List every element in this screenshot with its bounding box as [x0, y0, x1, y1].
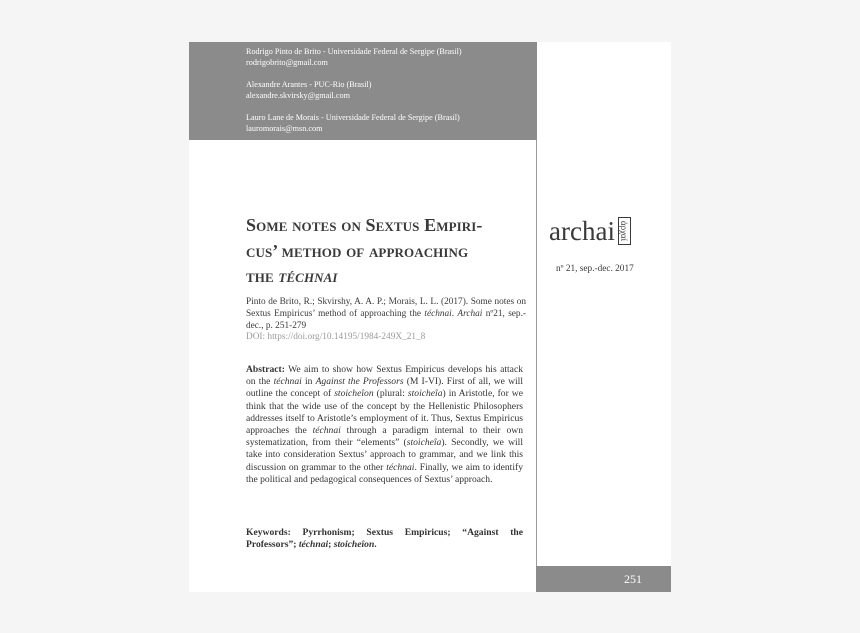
vertical-rule [536, 140, 537, 566]
keywords-text: ; [328, 539, 334, 551]
title-text: the [246, 266, 279, 286]
greek-logo-box [618, 217, 631, 245]
abstract-text: (M I-VI). First of all, we will outline the concept of [246, 376, 523, 400]
abstract-text: ). Secondly, we will take into consideration Sextus’ approach to grammar, and we link this discussion on grammar to the other [246, 437, 523, 473]
title-line: Some notes on Sextus Empiri- [246, 215, 483, 235]
author-entry [246, 112, 537, 134]
page-number-bar [536, 566, 671, 592]
abstract-italic: téchnai [386, 461, 415, 473]
title-line [246, 264, 526, 290]
abstract [246, 364, 523, 486]
page-number: 251 [624, 572, 642, 586]
citation-text: Pinto de Brito, R.; Skvirshy, A. A. P.; Morais, L. L. (2017). Some notes on Sextus Empiricus’ method of approaching the [246, 297, 526, 319]
title-line: cus’ method of approaching [246, 240, 469, 261]
abstract-text: (plural: [373, 388, 408, 400]
abstract-italic: stoicheîon [334, 388, 374, 400]
keywords-italic: stoicheîon [333, 539, 375, 551]
abstract-italic: stoicheîa [406, 437, 442, 449]
author-name: Lauro Lane de Morais - Universidade Federal de Sergipe (Brasil) [246, 113, 460, 122]
keywords-text: . [374, 539, 377, 551]
keywords [246, 527, 523, 551]
abstract-italic: Against the Professors [315, 376, 404, 388]
author-email: lauromorais@msn.com [246, 124, 323, 133]
abstract-text: through a paradigm internal to their own systematization, from their “elements” ( [246, 425, 523, 449]
abstract-italic: stoicheîa [407, 388, 443, 400]
author-email: alexandre.skvirsky@gmail.com [246, 91, 350, 100]
article-title [246, 213, 526, 290]
author-name: Alexandre Arantes - PUC-Rio (Brasil) [246, 80, 372, 89]
author-entry [246, 46, 537, 68]
journal-name: archai [549, 216, 615, 246]
abstract-text: . Finally, we aim to identify the political and pedagogical consequences of Sextus’ approach. [246, 461, 523, 485]
citation [246, 297, 526, 344]
journal-logo [549, 215, 631, 247]
keywords-label: Keywords: [246, 527, 291, 538]
abstract-italic: téchnai [273, 376, 302, 388]
title-italic: téchnai [278, 266, 338, 286]
citation-italic: téchnai [424, 308, 452, 319]
abstract-text: ) in Aristotle, for we think that the wide use of the concept by the Hellenistic Philosophers addresses itself to Aristotle’s employment of it. Thus, Sextus Empiricus approaches the [246, 388, 523, 437]
citation-text: . [451, 308, 458, 319]
authors-box [189, 42, 537, 140]
abstract-italic: téchnai [312, 425, 341, 437]
abstract-label: Abstract: [246, 364, 285, 375]
keywords-text: Pyrrhonism; Sextus Empiricus; “Against the Professors”; [246, 527, 523, 551]
greek-logo-text: ἀρχαί [619, 220, 630, 242]
author-entry [246, 79, 537, 101]
issue-info: nº 21, sep.-dec. 2017 [556, 264, 634, 274]
abstract-text: We aim to show how Sextus Empiricus develops his attack on the [246, 364, 523, 388]
abstract-text: in [301, 376, 316, 388]
citation-journal: Archai [457, 308, 483, 319]
author-email: rodrigobrito@gmail.com [246, 58, 328, 67]
keywords-italic: téchnai [298, 539, 329, 551]
citation-text: nº21, sep.- dec., p. 251-279 [246, 308, 527, 331]
doi-link[interactable]: DOI: https://doi.org/10.14195/1984-249X_21_8 [246, 332, 426, 343]
author-name: Rodrigo Pinto de Brito - Universidade Federal de Sergipe (Brasil) [246, 47, 462, 56]
